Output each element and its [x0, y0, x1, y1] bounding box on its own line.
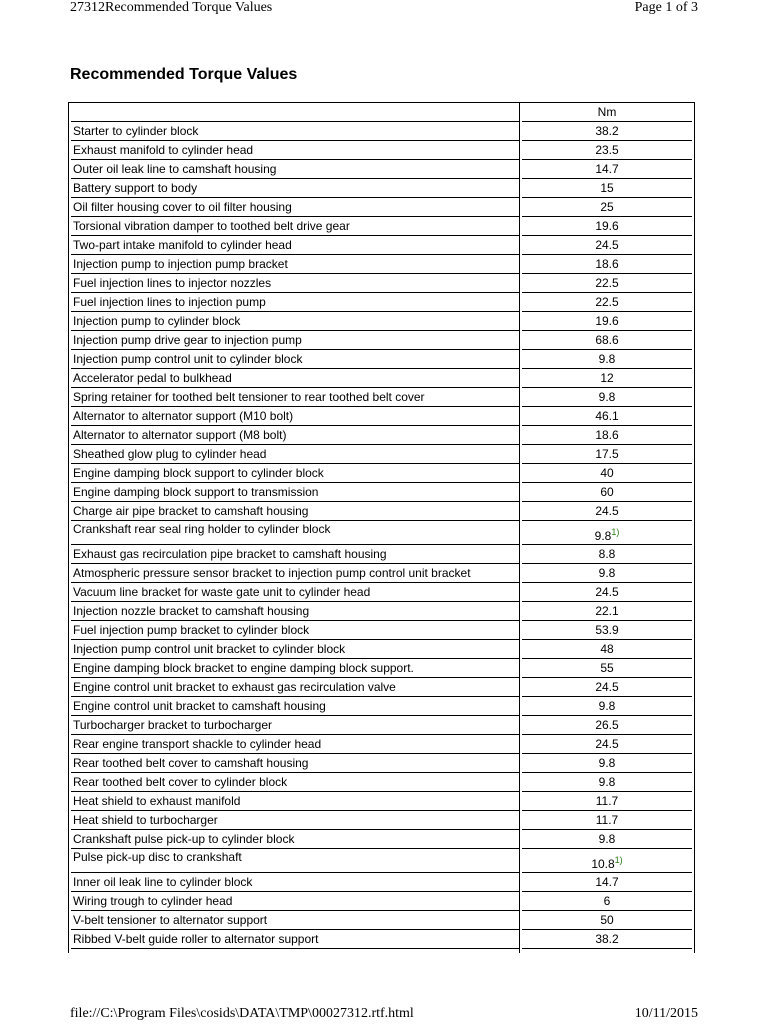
- component-cell: Inner oil leak line to cylinder block: [71, 873, 520, 892]
- torque-value-cell: [522, 830, 692, 849]
- table-header-row: [71, 103, 692, 122]
- torque-value-cell: [522, 236, 692, 255]
- table-row: [71, 255, 692, 274]
- table-row: [71, 640, 692, 659]
- torque-value: 11.7: [595, 794, 619, 808]
- torque-value: 8.8: [598, 547, 616, 561]
- table-row: [71, 426, 692, 445]
- table-row: [71, 483, 692, 502]
- page-title: Recommended Torque Values: [70, 66, 298, 83]
- component-cell: Injection pump to cylinder block: [71, 312, 520, 331]
- torque-value: 14.7: [595, 875, 619, 889]
- component-cell: Engine damping block bracket to engine damping block support.: [71, 659, 520, 678]
- component-cell: Exhaust gas recirculation pipe bracket to camshaft housing: [71, 545, 520, 564]
- component-cell: Crankshaft pulse pick-up to cylinder block: [71, 830, 520, 849]
- component-cell: Engine damping block support to transmission: [71, 483, 520, 502]
- torque-value: 24.5: [595, 680, 619, 694]
- table-row: [71, 217, 692, 236]
- table-row: [71, 735, 692, 754]
- torque-value: 48: [600, 642, 614, 656]
- table-row: [71, 350, 692, 369]
- torque-value: 53.9: [595, 623, 619, 637]
- torque-value-cell: [522, 521, 692, 545]
- torque-value: 18.6: [595, 428, 619, 442]
- torque-value-cell: [522, 697, 692, 716]
- component-cell: Ribbed V-belt guide roller to alternator support: [71, 930, 520, 949]
- table-row: [71, 179, 692, 198]
- footnote-marker: 1): [611, 527, 620, 537]
- torque-value-cell: [522, 350, 692, 369]
- torque-value-cell: [522, 659, 692, 678]
- component-cell: Torsional vibration damper to toothed belt drive gear: [71, 217, 520, 236]
- blank-cell: [522, 949, 692, 953]
- component-cell: Charge air pipe bracket to camshaft housing: [71, 502, 520, 521]
- torque-value-cell: [522, 198, 692, 217]
- component-cell: V-belt tensioner to alternator support: [71, 911, 520, 930]
- torque-value: 9.8: [598, 756, 616, 770]
- component-cell: Fuel injection lines to injection pump: [71, 293, 520, 312]
- torque-value-cell: [522, 640, 692, 659]
- torque-value-cell: [522, 369, 692, 388]
- table-row: [71, 564, 692, 583]
- torque-value: 26.5: [595, 718, 619, 732]
- table-row: [71, 849, 692, 873]
- torque-value-cell: [522, 792, 692, 811]
- component-cell: Alternator to alternator support (M8 bolt): [71, 426, 520, 445]
- torque-value-cell: [522, 583, 692, 602]
- torque-value: 18.6: [595, 257, 619, 271]
- table-row: [71, 464, 692, 483]
- torque-value: 10.8: [591, 857, 615, 871]
- torque-value: 24.5: [595, 585, 619, 599]
- component-cell: Atmospheric pressure sensor bracket to injection pump control unit bracket: [71, 564, 520, 583]
- torque-value-cell: [522, 331, 692, 350]
- component-cell: Injection pump control unit bracket to cylinder block: [71, 640, 520, 659]
- torque-value: 40: [600, 466, 614, 480]
- table-row: [71, 160, 692, 179]
- torque-value: 9.8: [598, 352, 616, 366]
- torque-value-cell: [522, 564, 692, 583]
- component-cell: Engine damping block support to cylinder block: [71, 464, 520, 483]
- torque-value: 38.2: [595, 932, 619, 946]
- torque-value-cell: [522, 892, 692, 911]
- torque-value-cell: [522, 621, 692, 640]
- blank-cell: [71, 949, 520, 953]
- torque-value: 9.8: [598, 832, 616, 846]
- header-document-title: 27312Recommended Torque Values: [70, 0, 273, 15]
- table-row: [71, 198, 692, 217]
- torque-value: 9.8: [594, 529, 612, 543]
- table-row: [71, 602, 692, 621]
- table-row: [71, 521, 692, 545]
- torque-value: 19.6: [595, 314, 619, 328]
- torque-value: 9.8: [598, 390, 616, 404]
- table-row: [71, 930, 692, 949]
- table-row: [71, 621, 692, 640]
- table-row: [71, 659, 692, 678]
- torque-value-cell: [522, 849, 692, 873]
- torque-value-cell: [522, 502, 692, 521]
- table-row: [71, 407, 692, 426]
- component-cell: Starter to cylinder block: [71, 122, 520, 141]
- torque-value: 24.5: [595, 238, 619, 252]
- component-cell: Exhaust manifold to cylinder head: [71, 141, 520, 160]
- torque-value: 23.5: [595, 143, 619, 157]
- torque-value-cell: [522, 545, 692, 564]
- torque-value: 14.7: [595, 162, 619, 176]
- component-cell: Pulse pick-up disc to crankshaft: [71, 849, 520, 873]
- table-row: [71, 811, 692, 830]
- table-row: [71, 773, 692, 792]
- torque-value: 25: [600, 200, 614, 214]
- component-cell: Alternator to alternator support (M10 bolt): [71, 407, 520, 426]
- component-cell: Vacuum line bracket for waste gate unit to cylinder head: [71, 583, 520, 602]
- torque-value: 55: [600, 661, 614, 675]
- component-cell: Battery support to body: [71, 179, 520, 198]
- component-header-cell: [71, 103, 520, 122]
- torque-table: [68, 102, 695, 953]
- torque-value: 50: [600, 913, 614, 927]
- table-row: [71, 236, 692, 255]
- torque-value: 46.1: [595, 409, 619, 423]
- torque-value-cell: [522, 773, 692, 792]
- component-cell: Rear toothed belt cover to camshaft housing: [71, 754, 520, 773]
- component-cell: Heat shield to exhaust manifold: [71, 792, 520, 811]
- torque-value: 22.5: [595, 276, 619, 290]
- torque-value-cell: [522, 293, 692, 312]
- table-row: [71, 122, 692, 141]
- torque-value: 17.5: [595, 447, 619, 461]
- torque-value-cell: [522, 445, 692, 464]
- torque-value-cell: [522, 407, 692, 426]
- component-cell: Oil filter housing cover to oil filter housing: [71, 198, 520, 217]
- torque-value-cell: [522, 141, 692, 160]
- component-cell: Sheathed glow plug to cylinder head: [71, 445, 520, 464]
- torque-value: 24.5: [595, 737, 619, 751]
- footer-date: 10/11/2015: [634, 1006, 698, 1021]
- torque-value: 68.6: [595, 333, 619, 347]
- table-row: [71, 716, 692, 735]
- torque-value: 24.5: [595, 504, 619, 518]
- torque-value-cell: [522, 255, 692, 274]
- table-row: [71, 754, 692, 773]
- table-row: [71, 911, 692, 930]
- component-cell: Rear toothed belt cover to cylinder block: [71, 773, 520, 792]
- torque-value-cell: [522, 426, 692, 445]
- component-cell: Engine control unit bracket to camshaft housing: [71, 697, 520, 716]
- table-row: [71, 873, 692, 892]
- torque-value: 22.1: [595, 604, 619, 618]
- torque-value-cell: [522, 602, 692, 621]
- torque-value: 6: [603, 894, 611, 908]
- torque-value: 11.7: [595, 813, 619, 827]
- torque-value: 9.8: [598, 566, 616, 580]
- component-cell: Rear engine transport shackle to cylinder head: [71, 735, 520, 754]
- table-row: [71, 369, 692, 388]
- component-cell: Accelerator pedal to bulkhead: [71, 369, 520, 388]
- torque-value-cell: [522, 122, 692, 141]
- component-cell: Fuel injection pump bracket to cylinder block: [71, 621, 520, 640]
- torque-value-cell: [522, 464, 692, 483]
- torque-value: 60: [600, 485, 614, 499]
- component-cell: Injection pump to injection pump bracket: [71, 255, 520, 274]
- table-row: [71, 830, 692, 849]
- torque-value-cell: [522, 160, 692, 179]
- torque-value-cell: [522, 388, 692, 407]
- component-cell: Crankshaft rear seal ring holder to cylinder block: [71, 521, 520, 545]
- torque-value: 9.8: [598, 775, 616, 789]
- component-cell: Injection pump control unit to cylinder block: [71, 350, 520, 369]
- table-row: [71, 545, 692, 564]
- torque-value-cell: [522, 873, 692, 892]
- component-cell: Wiring trough to cylinder head: [71, 892, 520, 911]
- torque-value-cell: [522, 678, 692, 697]
- component-cell: Outer oil leak line to camshaft housing: [71, 160, 520, 179]
- table-row: [71, 274, 692, 293]
- table-row: [71, 331, 692, 350]
- table-row: [71, 697, 692, 716]
- torque-value-cell: [522, 483, 692, 502]
- torque-value: 9.8: [598, 699, 616, 713]
- table-row: [71, 678, 692, 697]
- torque-value-cell: [522, 811, 692, 830]
- component-cell: Fuel injection lines to injector nozzles: [71, 274, 520, 293]
- table-row: [71, 583, 692, 602]
- table-row: [71, 502, 692, 521]
- table-row: [71, 445, 692, 464]
- torque-value-cell: [522, 716, 692, 735]
- torque-value-cell: [522, 911, 692, 930]
- torque-value: 19.6: [595, 219, 619, 233]
- component-cell: Engine control unit bracket to exhaust gas recirculation valve: [71, 678, 520, 697]
- table-row: [71, 293, 692, 312]
- component-cell: Heat shield to turbocharger: [71, 811, 520, 830]
- table-continuation-row: [71, 949, 692, 953]
- header-page-number: Page 1 of 3: [634, 0, 698, 15]
- torque-value-cell: [522, 735, 692, 754]
- component-cell: Turbocharger bracket to turbocharger: [71, 716, 520, 735]
- footer-file-path: file://C:\Program Files\cosids\DATA\TMP\00027312.rtf.html: [70, 1006, 414, 1021]
- torque-value-cell: [522, 217, 692, 236]
- component-cell: Injection pump drive gear to injection pump: [71, 331, 520, 350]
- torque-value: 38.2: [595, 124, 619, 138]
- unit-header-cell: Nm: [522, 103, 692, 122]
- table-row: [71, 312, 692, 331]
- component-cell: Spring retainer for toothed belt tensioner to rear toothed belt cover: [71, 388, 520, 407]
- component-cell: Two-part intake manifold to cylinder head: [71, 236, 520, 255]
- torque-value-cell: [522, 312, 692, 331]
- torque-value: 22.5: [595, 295, 619, 309]
- component-cell: Injection nozzle bracket to camshaft housing: [71, 602, 520, 621]
- torque-value: 15: [600, 181, 614, 195]
- footnote-marker: 1): [614, 855, 623, 865]
- torque-value-cell: [522, 179, 692, 198]
- torque-value-cell: [522, 754, 692, 773]
- table-row: [71, 141, 692, 160]
- torque-value-cell: [522, 930, 692, 949]
- torque-value-cell: [522, 274, 692, 293]
- table-row: [71, 892, 692, 911]
- table-row: [71, 388, 692, 407]
- table-row: [71, 792, 692, 811]
- torque-value: 12: [600, 371, 614, 385]
